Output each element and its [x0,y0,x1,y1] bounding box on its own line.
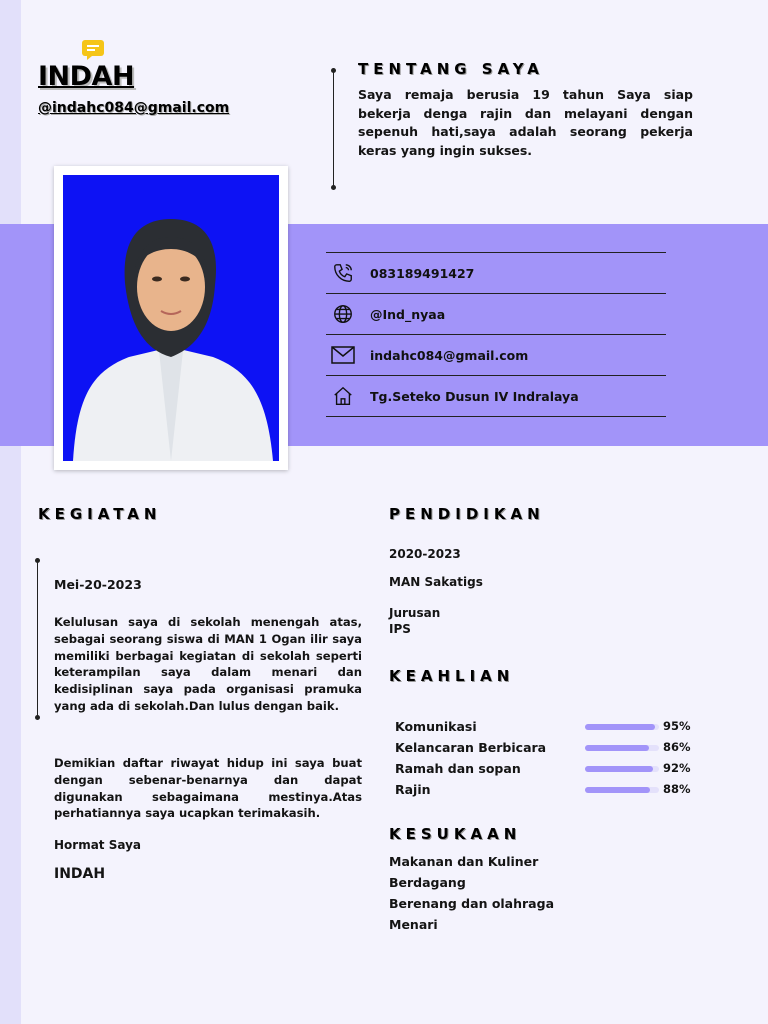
contact-address-text: Tg.Seteko Dusun IV Indralaya [370,388,579,404]
hobby-item: Menari [389,917,438,932]
profile-photo [63,175,279,461]
person-name: INDAH [38,61,135,92]
education-major-label: Jurusan [389,606,441,620]
activity-date: Mei-20-2023 [54,577,142,592]
activity-description: Kelulusan saya di sekolah menengah atas, sebagai seorang siswa di MAN 1 Ogan ilir saya memiliki berbagai kegiatan di sekolah seperti keterampilan saya dalam menari dan kedisiplinan saya pada organisasi pramuka yang ada di sekolah.Dan lulus dengan baik. [54,615,362,713]
skill-item [395,782,695,803]
hobby-item: Makanan dan Kuliner [389,854,539,869]
contact-phone [326,252,666,293]
contact-phone-text: 083189491427 [370,265,475,281]
education-major: IPS [389,622,411,636]
left-decor-strip [0,0,21,1024]
hobbies-title: KESUKAAN [389,825,522,843]
skill-percent: 88% [663,782,691,796]
globe-icon [330,301,356,327]
contact-email-text: indahc084@gmail.com [370,347,529,363]
skill-bar-fill [585,787,650,793]
skill-name: Ramah dan sopan [395,761,521,776]
skill-name: Komunikasi [395,719,477,734]
phone-icon [330,260,356,286]
contact-address [326,375,666,417]
activities-title: KEGIATAN [38,505,162,523]
education-title: PENDIDIKAN [389,505,545,523]
signature-name: INDAH [54,866,106,882]
chat-icon [82,40,104,60]
hobby-item: Berdagang [389,875,466,890]
contact-social-text: @Ind_nyaa [370,306,446,322]
education-school: MAN Sakatigs [389,575,483,589]
skill-item [395,761,695,782]
skill-bar [585,766,659,772]
skill-item [395,740,695,761]
skill-bar-fill [585,724,655,730]
header-email: @indahc084@gmail.com [38,100,230,116]
skill-name: Kelancaran Berbicara [395,740,547,755]
home-icon [330,383,356,409]
skill-name: Rajin [395,782,431,797]
regards-text: Hormat Saya [54,838,142,852]
hobby-item: Berenang dan olahraga [389,896,555,911]
about-divider-line [333,70,334,188]
skill-percent: 95% [663,719,691,733]
contact-social [326,293,666,334]
skill-bar [585,787,659,793]
skill-bar-fill [585,766,653,772]
skill-bar-fill [585,745,649,751]
contact-email [326,334,666,375]
skill-percent: 92% [663,761,691,775]
skill-percent: 86% [663,740,691,754]
skill-bar [585,724,659,730]
skills-title: KEAHLIAN [389,667,515,685]
about-title: TENTANG SAYA [358,60,544,78]
person-silhouette [63,175,279,461]
about-text: Saya remaja berusia 19 tahun Saya siap bekerja denga rajin dan melayani dengan sepenuh hati,saya adalah seorang pekerja keras yang ingin sukses. [358,87,693,158]
mail-icon [330,342,356,368]
activities-timeline-line [37,560,38,718]
skill-item [395,719,695,740]
education-years: 2020-2023 [389,547,461,561]
profile-photo-frame [54,166,288,470]
contact-list [326,252,666,417]
skill-bar [585,745,659,751]
closing-statement: Demikian daftar riwayat hidup ini saya buat dengan sebenar-benarnya dan dapat digunakan sebagaimana mestinya.Atas perhatiannya saya ucapkan terimakasih. [54,756,362,821]
